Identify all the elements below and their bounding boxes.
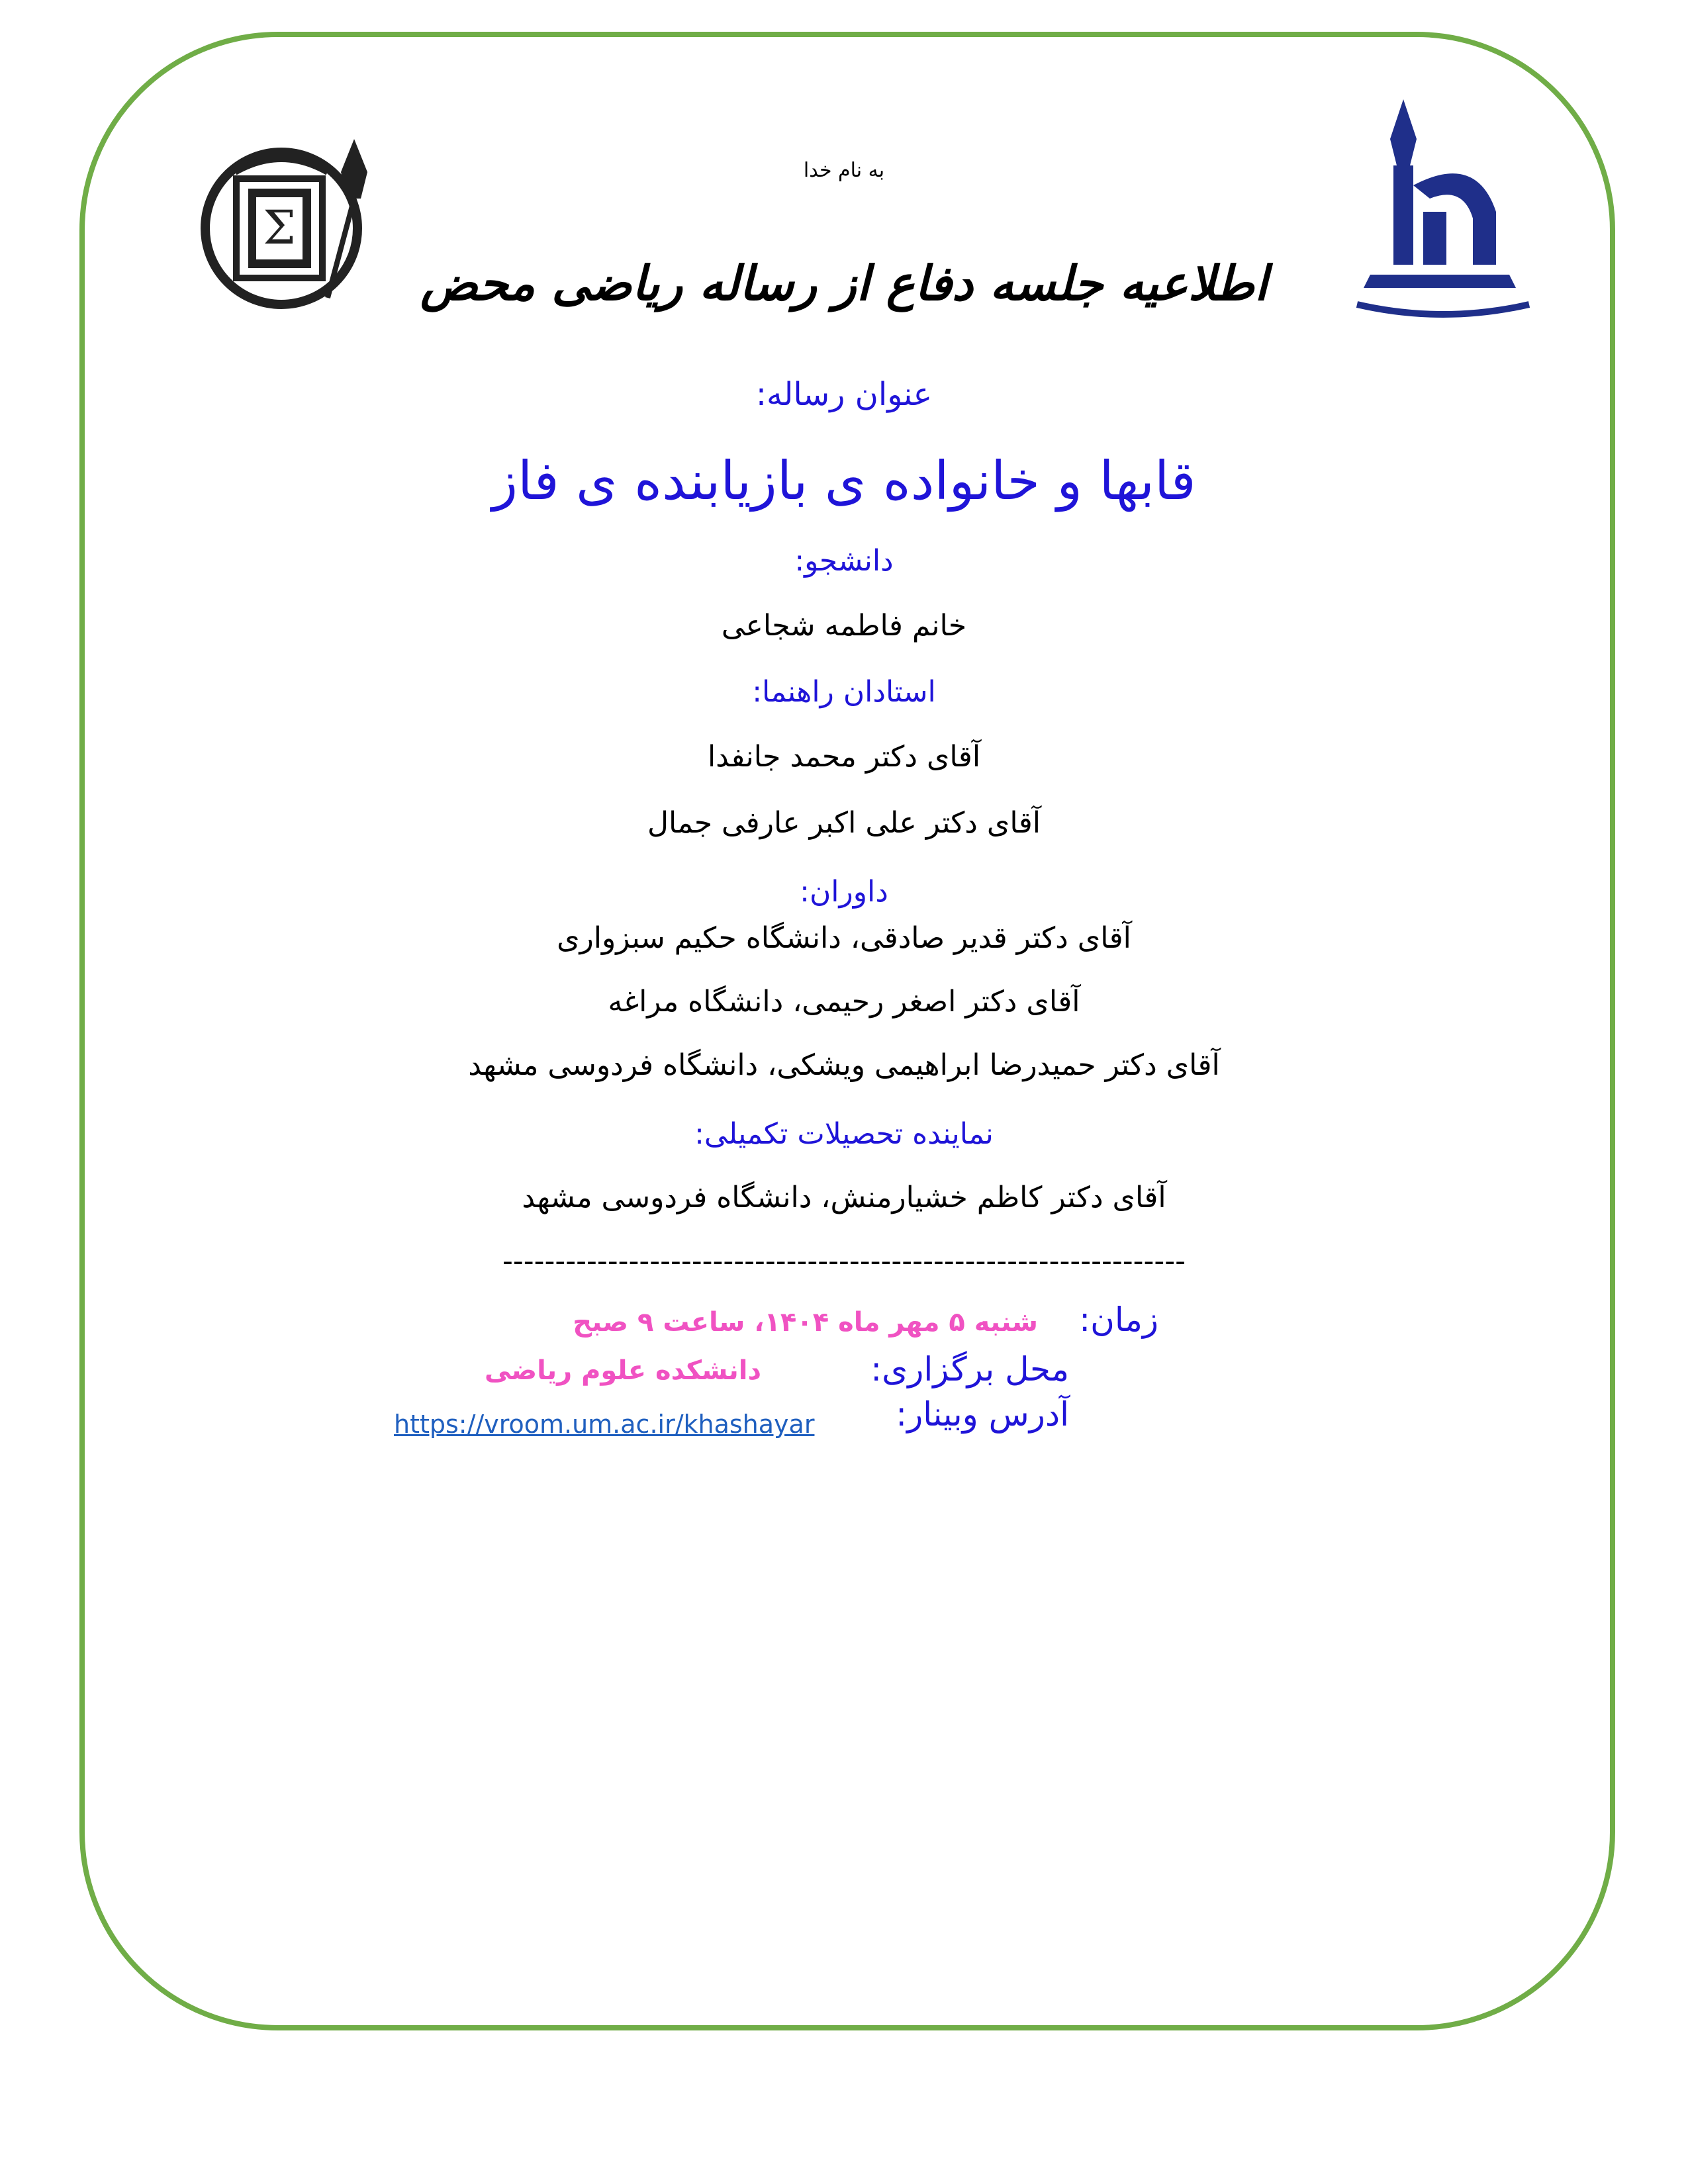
svg-text:Σ: Σ [263,201,296,255]
representative-label: نماینده تحصیلات تکمیلی: [694,1117,994,1151]
place-value: دانشکده علوم ریاضی [484,1355,761,1386]
bismillah-text: به نام خدا [803,159,885,182]
advisor-name: آقای دکتر محمد جانفدا [707,740,981,774]
examiner-name: آقای دکتر قدیر صادقی، دانشگاه حکیم سبزواری [557,921,1131,955]
webinar-link[interactable]: https://vroom.um.ac.ir/khashayar [394,1410,815,1439]
student-name: خانم فاطمه شجاعی [721,609,967,643]
student-label: دانشجو: [794,544,894,578]
advisor-name: آقای دکتر علی اکبر عارفی جمال [647,806,1041,840]
examiner-name: آقای دکتر حمیدرضا ابراهیمی ویشکی، دانشگاه فردوسی مشهد [468,1048,1220,1082]
representative-name: آقای دکتر کاظم خشیارمنش، دانشگاه فردوسی مشهد [522,1181,1166,1214]
advisors-label: استادان راهنما: [752,675,936,709]
faculty-logo [195,99,394,351]
separator-line: ----------------------------------------------------------------- [502,1244,1186,1278]
examiner-name: آقای دکتر اصغر رحیمی، دانشگاه مراغه [608,985,1080,1019]
place-label: محل برگزاری: [870,1350,1069,1388]
webinar-label: آدرس وبینار: [896,1395,1069,1433]
examiners-label: داوران: [800,875,888,909]
thesis-title: قابها و خانواده ی بازیابنده ی فاز [492,450,1196,512]
thesis-title-label: عنوان رساله: [755,376,933,413]
time-value: شنبه ۵ مهر ماه ۱۴۰۴، ساعت ۹ صبح [573,1307,1038,1338]
page-title: اطلاعیه جلسه دفاع از رساله ریاضی محض [420,255,1268,311]
time-label: زمان: [1079,1300,1158,1339]
